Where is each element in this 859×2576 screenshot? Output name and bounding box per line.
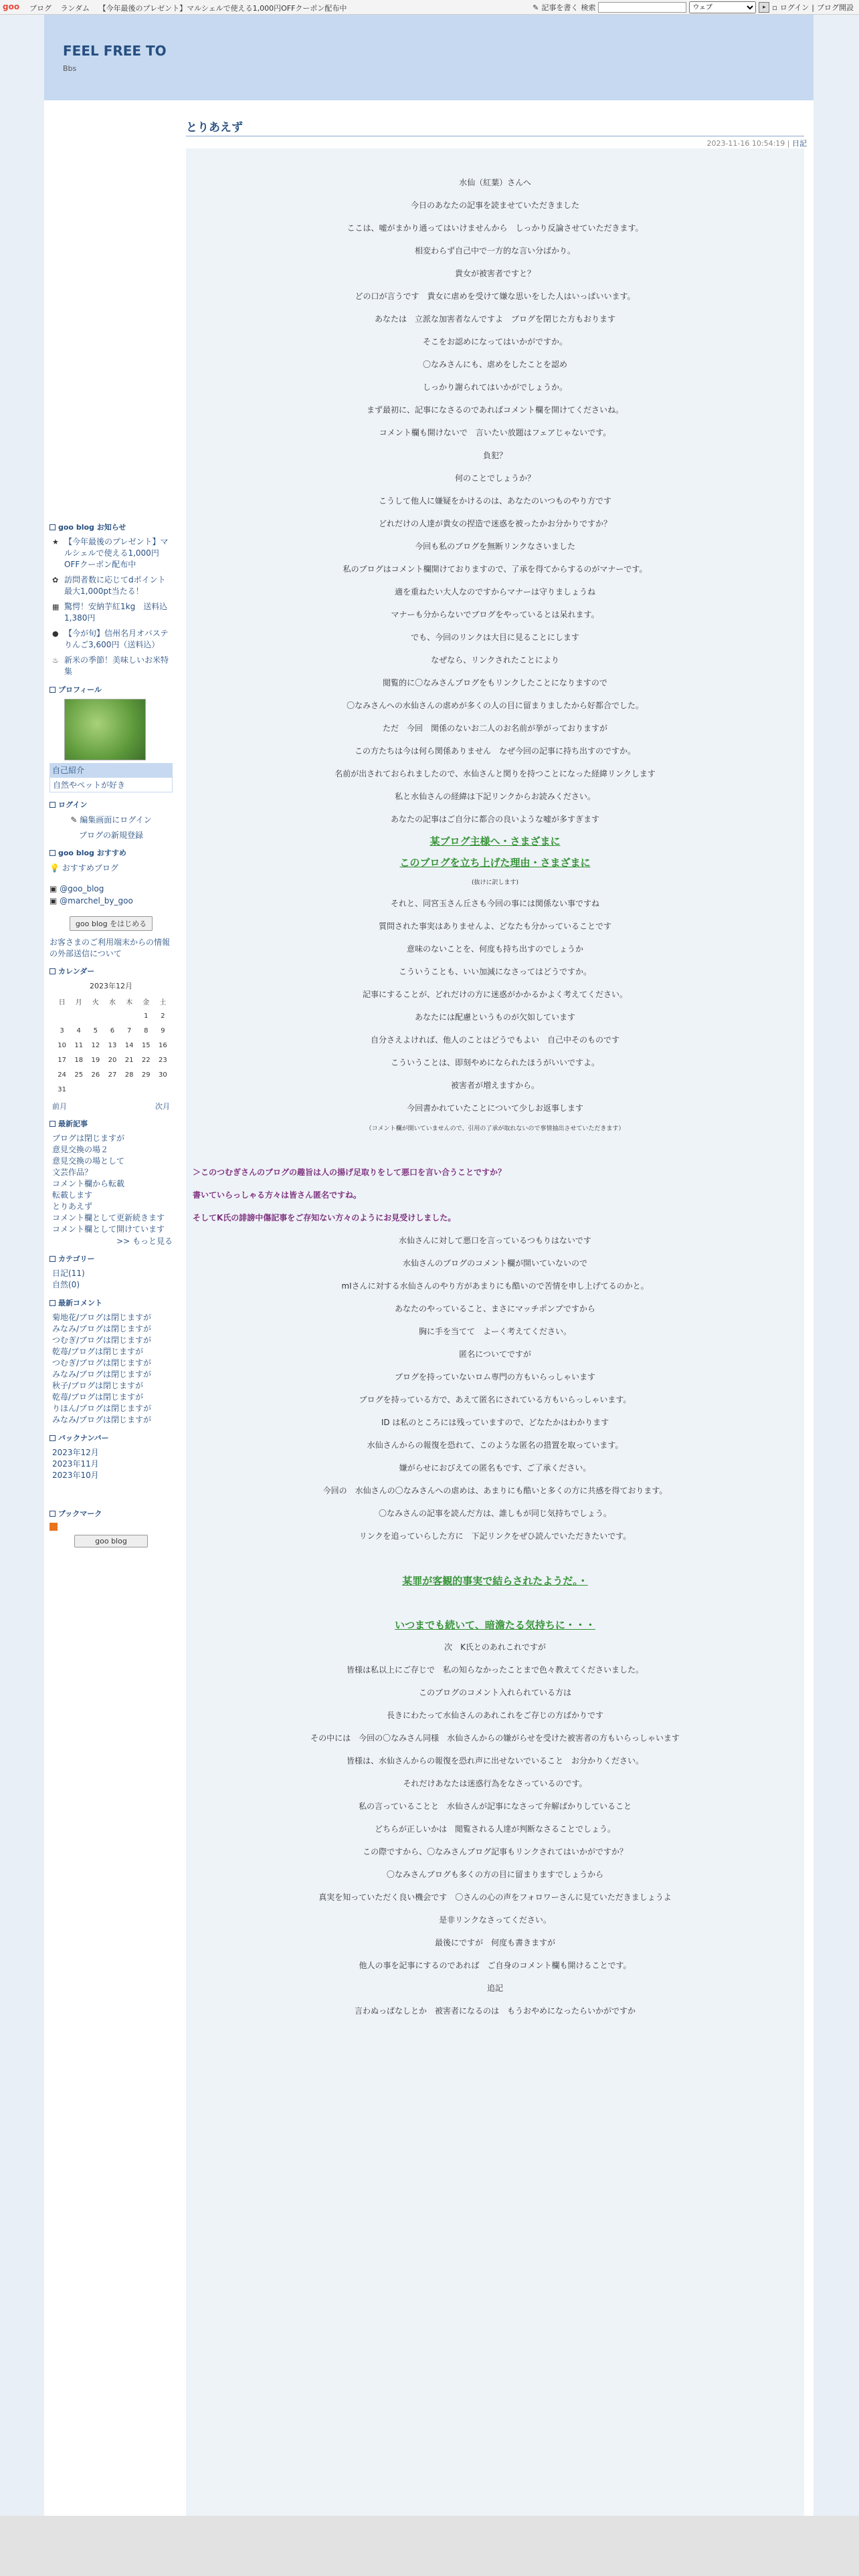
calendar-day[interactable]: 11: [74, 1041, 84, 1049]
rss-icon[interactable]: [50, 1523, 58, 1531]
recommend-heading: goo blog おすすめ: [50, 847, 173, 858]
profile-image[interactable]: [64, 699, 146, 760]
calendar-day[interactable]: 9: [161, 1027, 165, 1035]
blog-title[interactable]: FEEL FREE TO: [63, 43, 167, 59]
body-line: 今日のあなたの記事を読ませていただきました: [410, 201, 579, 210]
calendar-day[interactable]: 30: [159, 1071, 167, 1079]
body-line: 他人の事を記事にするのであれば ご自身のコメント欄も開けることです。: [359, 1961, 632, 1970]
body-line: 追記: [486, 1983, 503, 1993]
login-row: [50, 814, 173, 825]
comment-item[interactable]: [52, 1403, 173, 1414]
body-line: 私と水仙さんの経緯は下記リンクからお読みください。: [395, 792, 595, 801]
nav-random[interactable]: ランダム: [60, 4, 90, 13]
body-line: 水仙さんからの報復を恐れて、このような匿名の措置を取っています。: [367, 1440, 624, 1450]
weekday: 日: [58, 998, 66, 1006]
body-line: ここは、嘘がまかり通ってはいけませんから しっかり反論させていただきます。: [347, 223, 644, 233]
body-line: あなたのやっていること、まさにマッチポンプですから: [395, 1304, 595, 1313]
recent-item[interactable]: [52, 1167, 173, 1178]
calendar-day[interactable]: 6: [110, 1027, 115, 1035]
sidebar: [50, 515, 173, 1547]
body-line: この際ですから、〇なみさんブログ記事もリンクされてはいかがですか？: [363, 1847, 628, 1856]
comment-item[interactable]: [52, 1380, 173, 1392]
calendar-day[interactable]: 15: [141, 1041, 151, 1049]
body-line: でも、今回のリンクは大目に見ることにします: [411, 633, 579, 642]
related-link[interactable]: このブログを立ち上げた理由・さまざまに: [399, 857, 591, 869]
recent-item[interactable]: [52, 1156, 173, 1167]
calendar-day[interactable]: 3: [60, 1027, 64, 1035]
weekday: 木: [126, 998, 133, 1006]
related-link[interactable]: いつまでも続いて、暗澹たる気持ちに・・・: [395, 1619, 595, 1631]
body-line: 記事にすることが、どれだけの方に迷惑がかかるかよく考えてください。: [362, 990, 628, 999]
calendar-day[interactable]: 29: [141, 1071, 151, 1079]
calendar-day[interactable]: 5: [93, 1027, 98, 1035]
calendar-day[interactable]: 27: [108, 1071, 117, 1079]
calendar-row: [54, 1067, 171, 1082]
body-line: 〇なみさんへの水仙さんの虐めが多くの人の目に留まりましたから好都合でした。: [347, 701, 644, 710]
body-line: 今回書かれていたことについて少しお返事します: [407, 1103, 583, 1113]
apple-icon: ●: [52, 629, 59, 638]
body-line: どれだけの人達が貴女の捏造で迷惑を被ったかお分かりですか？: [378, 519, 611, 528]
body-line: なぜなら、リンクされたことにより: [431, 655, 559, 665]
box-icon: ▦: [52, 603, 60, 611]
twitter-row-1: [50, 884, 173, 893]
body-line: 胸に手を当てて よーく考えてください。: [418, 1327, 571, 1336]
calendar-day[interactable]: 25: [74, 1071, 84, 1079]
calendar-day[interactable]: 10: [58, 1041, 66, 1049]
search-label: 検索: [581, 3, 596, 12]
body-line: このブログのコメント入れられている方は: [418, 1688, 571, 1697]
note-line: （コメント欄が開いていませんので、引用の了承が取れないので事情抽出させていただきます）: [365, 1125, 625, 1132]
edit-login-link[interactable]: 編集画面にログイン: [80, 815, 152, 825]
search-input[interactable]: [598, 2, 686, 13]
twitter-link-1[interactable]: @goo_blog: [60, 884, 104, 893]
quote-line: そしてK氏の誹謗中傷記事をご存知ない方々のようにお見受けしました。: [193, 1213, 456, 1222]
calendar-day: [70, 1082, 87, 1097]
body-line: 皆様は私以上にご存じで 私の知らなかったことまで色々教えてくださいました。: [346, 1665, 644, 1675]
comment-item[interactable]: [52, 1358, 173, 1369]
calendar-prev[interactable]: 前月: [52, 1102, 67, 1111]
body-line: 意味のないことを、何度も持ち出すのでしょうか: [406, 944, 583, 954]
recent-item[interactable]: [52, 1224, 173, 1235]
recent-item-link[interactable]: 意見交換の場２: [52, 1145, 109, 1154]
recent-list: [52, 1133, 173, 1235]
body-line: こういうことも、いい加減になさってはどうですか。: [398, 967, 591, 976]
backnumber-item-link[interactable]: 2023年11月: [52, 1459, 99, 1469]
body-line: それと、同宮玉さん丘さも今回の事には関係ない事ですね: [390, 899, 599, 908]
body-line: 嫌がらせにおびえての匿名もです、ご了承ください。: [399, 1463, 591, 1473]
comment-item-link[interactable]: みなみ/ブログは閉じますが: [52, 1370, 152, 1379]
write-link[interactable]: 記事を書く: [541, 3, 579, 12]
body-line: 水仙さんに対して悪口を言っているつもりはないです: [399, 1236, 591, 1245]
calendar-day[interactable]: 13: [108, 1041, 117, 1049]
more-link[interactable]: >> もっと見る: [116, 1237, 173, 1246]
calendar-day[interactable]: 16: [159, 1041, 167, 1049]
blog-header: [44, 15, 814, 100]
body-line: こういうことは、即刻やめになられたほうがいいですよ。: [390, 1058, 599, 1067]
calendar-day[interactable]: 28: [124, 1071, 134, 1079]
notice-link[interactable]: 新米の季節！美味しいお米特集: [64, 655, 169, 676]
notice-item[interactable]: [52, 601, 173, 624]
nav-promo[interactable]: 【今年最後のプレゼント】マルシェルで使える1,000円OFFクーポン配布中: [98, 4, 347, 13]
recent-item[interactable]: [52, 1144, 173, 1156]
body-line: あなたは 立派な加害者なんですよ ブログを閉じた方もおります: [374, 314, 615, 324]
body-line: 長きにわたって水仙さんのあれこれをご存じの方ばかりです: [386, 1711, 603, 1720]
calendar-row: [54, 1038, 171, 1053]
notice-heading: goo blog お知らせ: [50, 522, 173, 532]
login-icon: ▫: [772, 3, 777, 12]
calendar-day[interactable]: 4: [76, 1027, 81, 1035]
body-line: 適を重ねたい大人なのですからマナーは守りましょうね: [394, 587, 595, 597]
comment-item[interactable]: [52, 1323, 173, 1335]
recommend-link[interactable]: おすすめブログ: [62, 863, 118, 873]
related-link[interactable]: 某ブログ主様へ・さまざまに: [430, 835, 561, 847]
recent-item-link[interactable]: コメント欄から転載: [52, 1179, 125, 1188]
body-line: どの口が言うです 貴女に虐めを受けて嫌な思いをした人はいっぱいいます。: [355, 292, 636, 301]
body-line: リンクを追っていらした方に 下記リンクをぜひ読んでいただきたいです。: [359, 1531, 632, 1541]
body-line: それだけあなたは迷惑行為をなさっているのです。: [403, 1779, 587, 1788]
weekday: 水: [108, 998, 116, 1006]
body-line: 言わぬっぱなしとか 被害者になるのは もうおやめになったらいかがですか: [354, 2006, 636, 2016]
twitter-row-2: [50, 896, 173, 905]
calendar-caption: 2023年12月: [90, 982, 132, 990]
notice-link[interactable]: 驚愕！安納芋紅1kg 送料込1,380円: [64, 602, 168, 623]
calendar-table: [54, 994, 171, 1097]
recent-item[interactable]: [52, 1212, 173, 1224]
comment-item[interactable]: [52, 1312, 173, 1323]
recent-item[interactable]: [52, 1190, 173, 1201]
body-line: ブログを持っていないロム専門の方もいらっしゃいます: [394, 1372, 595, 1382]
note-line: (抜けに訳します): [471, 879, 519, 886]
recent-item[interactable]: [52, 1133, 173, 1144]
body-line: 次 K氏とのあれこれですが: [444, 1642, 546, 1652]
backnumber-heading: バックナンバー: [50, 1432, 173, 1443]
body-line: 今回も私のブログを無断リンクなさいました: [415, 542, 575, 551]
bulb-icon: 💡: [50, 863, 60, 873]
article-title[interactable]: とりあえず: [186, 118, 804, 136]
body-line: 名前が出されておられましたので、水仙さんと関りを持つことになった経緯リンクします: [335, 769, 656, 778]
calendar-row: [54, 1008, 171, 1023]
calendar-day[interactable]: 26: [91, 1071, 100, 1079]
calendar-day: [87, 1008, 104, 1023]
body-line: 水仙（紅葉）さんへ: [459, 178, 531, 187]
comment-item[interactable]: [52, 1335, 173, 1346]
comment-item[interactable]: [52, 1369, 173, 1380]
calendar-day: [104, 1082, 120, 1097]
notice-link[interactable]: 訪問者数に応じてdポイント最大1,000pt当たる！: [64, 575, 166, 596]
calendar-day: [121, 1008, 138, 1023]
body-line: 今回の 水仙さんの〇なみさんへの虐めは、あまりにも酷いと多くの方に共感を得ております。: [322, 1486, 668, 1495]
weekday: 月: [75, 998, 82, 1006]
category-item-link[interactable]: 日記(11): [52, 1269, 85, 1278]
body-line: 自分さえよければ、他人のことはどうでもよい 自己中そのものです: [370, 1035, 619, 1045]
search-go-button[interactable]: ▸: [759, 2, 769, 13]
spacer: [186, 1592, 804, 1614]
body-line: 貴女が被害者ですと？: [454, 269, 535, 278]
backnumber-item[interactable]: [52, 1447, 173, 1459]
body-line: あなたの記事はご自分に都合の良いような嘘が多すぎます: [390, 815, 599, 824]
recent-item-link[interactable]: 文芸作品？: [52, 1168, 93, 1177]
category-item[interactable]: [52, 1268, 173, 1279]
twitter-link-2[interactable]: @marchel_by_goo: [60, 896, 133, 905]
backnumber-item-link[interactable]: 2023年12月: [52, 1448, 99, 1457]
comment-item[interactable]: [52, 1414, 173, 1426]
goo-blog-badge[interactable]: goo blog: [74, 1535, 148, 1547]
body-line: ただ 今回 関係のないお二人のお名前が挙がっておりますが: [382, 724, 607, 733]
category-heading: カテゴリー: [50, 1253, 173, 1264]
notice-item[interactable]: [52, 628, 173, 651]
calendar-day[interactable]: 17: [58, 1056, 66, 1064]
body-line: 〇なみさんの記事を読んだ方は、誰しもが同じ気持ちでしょう。: [379, 1509, 611, 1518]
body-line: まず最初に、記事になさるのであればコメント欄を開けてくださいね。: [366, 405, 624, 415]
recent-item-link[interactable]: コメント欄として開けています: [52, 1224, 165, 1234]
body-line: 皆様は、水仙さんからの報復を恐れ声に出せないでいること お分かりください。: [346, 1756, 644, 1765]
body-line: mIさんに対する水仙さんのやり方があまりにも酷いので苦情を申し上げてるのかと。: [341, 1281, 649, 1291]
external-info-link[interactable]: お客さまのご利用端末からの情報の外部送信について: [50, 938, 171, 958]
article-body: [186, 148, 804, 2516]
body-line: ID は私のところには残っていますので、どなたかはわかります: [381, 1418, 609, 1427]
star-icon: ★: [52, 538, 59, 546]
quote-line: ＞このつむぎさんのブログの趣旨は人の揚げ足取りをして悪口を言い合うことですか？: [193, 1168, 506, 1177]
recent-item-link[interactable]: 転載します: [52, 1190, 93, 1200]
backnumber-item[interactable]: [52, 1470, 173, 1481]
calendar-day[interactable]: 31: [58, 1085, 66, 1093]
notice-link[interactable]: 【今年最後のプレゼント】マルシェルで使える1,000円OFFクーポン配布中: [64, 537, 169, 569]
calendar-day: [54, 1008, 70, 1023]
category-item-link[interactable]: 自然(0): [52, 1280, 80, 1289]
login-link[interactable]: ログイン: [779, 3, 809, 12]
calendar-day[interactable]: 23: [159, 1056, 167, 1064]
comment-item-link[interactable]: つむぎ/ブログは閉じますが: [52, 1335, 152, 1345]
recent-item-link[interactable]: とりあえず: [52, 1202, 93, 1211]
body-line: 相変わらず自己中で一方的な言い分ばかり。: [414, 246, 575, 255]
body-line: あなたには配慮というものが欠如しています: [414, 1012, 575, 1022]
comments-heading: 最新コメント: [50, 1297, 173, 1308]
backnumber-list: [52, 1447, 173, 1481]
body-line: この方たちは今は何ら関係ありません なぜ今回の記事に持ち出すのですか。: [354, 746, 636, 756]
pencil-icon: ✎: [70, 815, 78, 825]
body-line: マナーも分からないでブログをやっているとは呆れます。: [391, 610, 599, 619]
notice-list: [52, 536, 173, 677]
comment-list: [52, 1312, 173, 1426]
top-nav: [29, 3, 353, 13]
recent-item-link[interactable]: コメント欄として更新続きます: [52, 1213, 165, 1222]
profile-heading: プロフィール: [50, 684, 173, 695]
body-line: 最後にですが 何度も書きますが: [434, 1938, 555, 1947]
quote-line: 書いていらっしゃる方々は皆さん匿名ですね。: [193, 1190, 362, 1200]
body-line: 匿名についてですが: [459, 1350, 531, 1359]
comment-item-link[interactable]: りほん/ブログは閉じますが: [52, 1404, 152, 1413]
body-line: 水仙さんのブログのコメント欄が開いていないので: [402, 1259, 587, 1268]
notice-link[interactable]: 【今が旬】信州名月オバステりんご3,600円（送料込）: [64, 629, 169, 649]
spacer: [186, 148, 804, 171]
body-line: 〇なみさんブログも多くの方の目に留まりますでしょうから: [386, 1870, 604, 1879]
recent-item-link[interactable]: ブログは閉じますが: [52, 1134, 125, 1143]
calendar-day[interactable]: 7: [126, 1027, 132, 1035]
body-line: 真実を知っていただく良い機会です 〇さんの心の声をフォロワーさんに見ていただきましょうよ: [318, 1893, 672, 1902]
body-line: その中には 今回の〇なみさん同様 水仙さんからの嫌がらせを受けた被害者の方もいらっしゃいます: [310, 1733, 680, 1743]
backnumber-item[interactable]: [52, 1459, 173, 1470]
recent-item-link[interactable]: 意見交換の場として: [52, 1156, 125, 1166]
recent-item[interactable]: [52, 1178, 173, 1190]
calendar-row: [54, 1082, 171, 1097]
calendar-day[interactable]: 24: [58, 1071, 66, 1079]
calendar-heading: カレンダー: [50, 966, 173, 976]
notice-item[interactable]: [52, 536, 173, 570]
twitter-icon: ▣: [50, 896, 58, 905]
body-line: 負犯？: [482, 451, 507, 460]
register-link[interactable]: ブログの新規登録: [78, 831, 143, 840]
body-line: 被害者が増えますから。: [450, 1081, 539, 1090]
blog-subtitle: Bbs: [63, 64, 77, 73]
calendar-row: [54, 1053, 171, 1067]
backnumber-item-link[interactable]: 2023年10月: [52, 1471, 99, 1480]
start-blog-button[interactable]: goo blog をはじめる: [70, 916, 153, 931]
category-list: [52, 1268, 173, 1291]
comment-item[interactable]: [52, 1392, 173, 1403]
related-link[interactable]: 某罪が客観的事実で結らされたようだ。・: [402, 1575, 588, 1587]
calendar-next[interactable]: 次月: [155, 1102, 170, 1111]
body-line: 質問された事実はありませんよ、どなたも分かっていることです: [378, 922, 611, 931]
comment-item-link[interactable]: つむぎ/ブログは閉じますが: [52, 1358, 152, 1368]
calendar-day[interactable]: 20: [108, 1056, 117, 1064]
spacer: [186, 1138, 804, 1161]
blog-frame: [44, 15, 814, 2516]
comment-item-link[interactable]: みなみ/ブログは閉じますが: [52, 1415, 152, 1424]
body-line: 私のブログはコメント欄開けておりますので、了承を得てからするのがマナーです。: [343, 564, 648, 574]
body-line: 何のことでしょうか？: [454, 473, 535, 483]
body-line: ブログを持っている方で、あえて匿名にされている方もいらっしゃいます。: [359, 1395, 632, 1404]
comment-item-link[interactable]: 秋子/ブログは閉じますが: [52, 1381, 144, 1390]
bookmark-heading: ブックマーク: [50, 1508, 173, 1519]
calendar-day[interactable]: 14: [124, 1041, 134, 1049]
pencil-icon: ✎: [533, 3, 539, 12]
weekday: 土: [159, 998, 167, 1006]
article-date: 2023-11-16 10:54:19: [706, 139, 785, 148]
calendar-day: [138, 1082, 155, 1097]
weekday: 金: [142, 998, 150, 1006]
recommend-row: [50, 862, 173, 873]
calendar-day: [70, 1008, 87, 1023]
calendar-day: [155, 1082, 171, 1097]
weekday: 火: [92, 998, 99, 1006]
recent-item[interactable]: [52, 1201, 173, 1212]
open-blog-link[interactable]: ブログ開設: [817, 3, 854, 12]
calendar-day[interactable]: 2: [161, 1012, 165, 1020]
body-line: しっかり謝られてはいかがでしょうか。: [422, 383, 567, 392]
body-line: コメント欄も開けないで 言いたい放題はフェアじゃないです。: [379, 428, 611, 437]
calendar-day[interactable]: 8: [144, 1027, 149, 1035]
calendar-day[interactable]: 1: [144, 1012, 149, 1020]
calendar-day[interactable]: 22: [141, 1056, 151, 1064]
calendar-day: [121, 1082, 138, 1097]
comment-item-link[interactable]: 乾苺/ブログは閉じますが: [52, 1392, 144, 1402]
calendar-week-row: [54, 994, 171, 1008]
article-category-link[interactable]: 日記: [792, 139, 807, 148]
comment-item-link[interactable]: みなみ/ブログは閉じますが: [52, 1324, 152, 1333]
calendar-day[interactable]: 12: [91, 1041, 100, 1049]
comment-item-link[interactable]: 菊地花/ブログは閉じますが: [52, 1313, 152, 1322]
page-bottom: [0, 2516, 859, 2576]
calendar-day[interactable]: 21: [124, 1056, 134, 1064]
comment-item[interactable]: [52, 1346, 173, 1358]
login-heading: ログイン: [50, 799, 173, 810]
body-line: そこをお認めになってはいかがですか。: [422, 337, 567, 346]
recent-heading: 最新記事: [50, 1118, 173, 1129]
search-scope-select[interactable]: [689, 1, 756, 13]
calendar-day[interactable]: 18: [74, 1056, 84, 1064]
body-line: 〇なみさんにも、虐めをしたことを認め: [422, 360, 567, 369]
body-line: こうして他人に嫌疑をかけるのは、あなたのいつものやり方です: [378, 496, 611, 506]
flower-icon: ✿: [52, 576, 59, 584]
calendar-day: [104, 1008, 120, 1023]
profile-text: 自然やペットが好き: [50, 777, 173, 792]
body-line: 是非リンクなさってください。: [439, 1915, 551, 1925]
article-meta: 2023-11-16 10:54:19 | 日記: [706, 139, 807, 148]
goo-logo[interactable]: goo: [3, 2, 20, 11]
tea-icon: ♨: [52, 656, 59, 665]
calendar-day[interactable]: 19: [91, 1056, 100, 1064]
notice-item[interactable]: [52, 574, 173, 597]
calendar-day: [87, 1082, 104, 1097]
body-line: 閲覧的に〇なみさんブログをもリンクしたことになりますので: [383, 678, 607, 687]
comment-item-link[interactable]: 乾苺/ブログは閉じますが: [52, 1347, 144, 1356]
top-bar: [0, 0, 859, 15]
body-line: 私の言っていることと 水仙さんが記事になさって弁解ばかりしていること: [358, 1802, 632, 1811]
body-line: どちらが正しいかは 閲覧される人達が判断なさることでしょう。: [374, 1824, 615, 1834]
separator: |: [812, 3, 814, 12]
category-item[interactable]: [52, 1279, 173, 1291]
profile-tab[interactable]: 自己紹介: [50, 763, 173, 777]
twitter-icon: ▣: [50, 884, 58, 893]
nav-blog[interactable]: ブログ: [29, 4, 52, 13]
notice-item[interactable]: [52, 655, 173, 677]
spacer: [186, 1547, 804, 1570]
calendar-row: [54, 1023, 171, 1038]
